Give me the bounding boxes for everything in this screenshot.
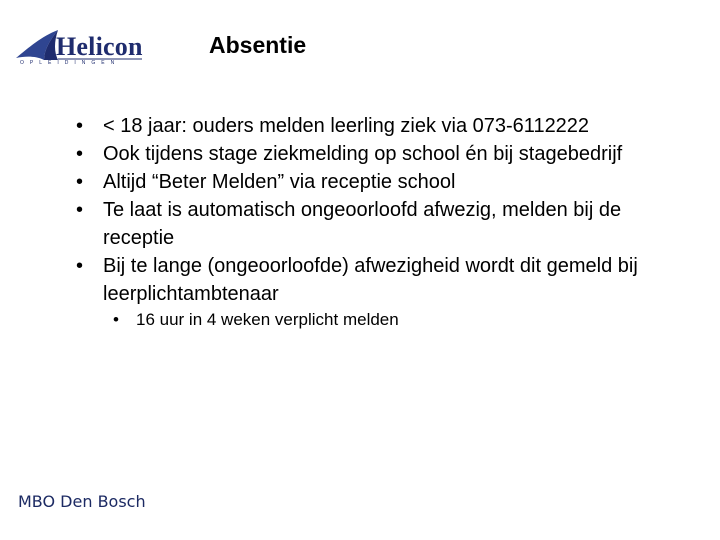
slide-title: Absentie xyxy=(209,32,307,58)
bullet-text: < 18 jaar: ouders melden leerling ziek via 073-6112222 xyxy=(103,115,590,137)
bullet-item xyxy=(76,168,656,196)
bullet-item xyxy=(76,112,656,140)
sub-bullet-text: 16 uur in 4 weken verplicht melden xyxy=(136,310,399,329)
bullet-item xyxy=(76,140,656,168)
bullet-marker: • xyxy=(76,255,84,277)
bullet-item xyxy=(76,252,656,308)
bullet-text: Altijd “Beter Melden” via receptie school xyxy=(103,171,456,193)
bullet-marker: • xyxy=(76,199,84,221)
bullet-item xyxy=(76,196,656,252)
slide-body xyxy=(76,112,656,332)
helicon-logo xyxy=(14,26,154,70)
logo-wordmark: Helicon xyxy=(56,32,143,61)
bullet-marker: • xyxy=(76,143,84,165)
bullet-marker: • xyxy=(76,115,84,137)
bullet-text: Te laat is automatisch ongeoorloofd afwezig, melden bij de receptie xyxy=(103,199,622,249)
bullet-marker: • xyxy=(76,171,84,193)
bullet-text: Bij te lange (ongeoorloofde) afwezigheid wordt dit gemeld bij leerplichtambtenaar xyxy=(103,255,638,305)
sub-bullet-marker: • xyxy=(113,310,119,329)
sub-bullet-item xyxy=(113,308,656,332)
logo-tagline: OPLEIDINGEN xyxy=(20,60,121,66)
sub-bullet-list xyxy=(76,308,656,332)
bullet-list xyxy=(76,112,656,308)
footer-brand: MBO Den Bosch xyxy=(18,492,146,511)
bullet-text: Ook tijdens stage ziekmelding op school én bij stagebedrijf xyxy=(103,143,623,165)
